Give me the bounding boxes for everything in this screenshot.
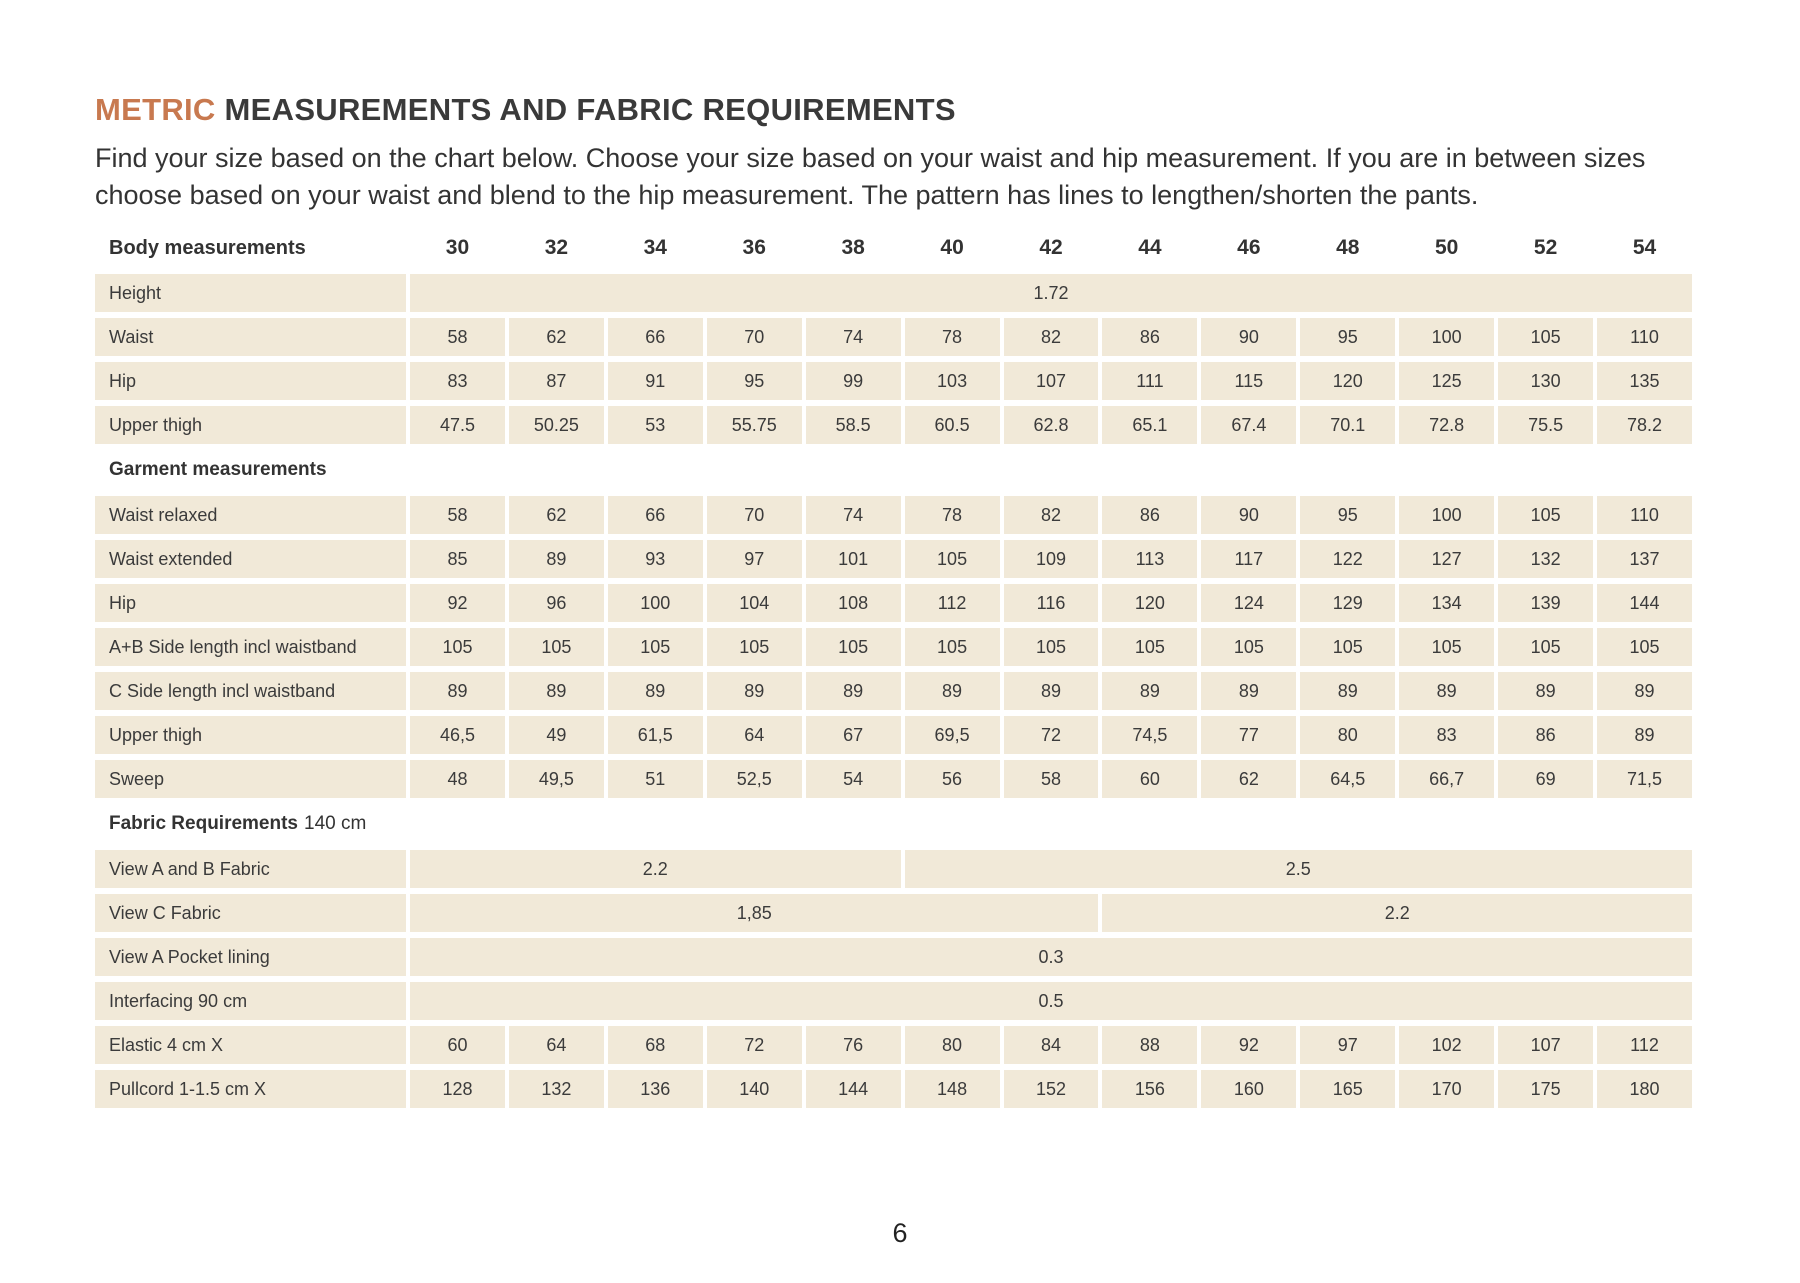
table-cell: 105 [1498,318,1593,356]
table-cell-merged: 2.2 [410,850,901,888]
table-cell: 75.5 [1498,406,1593,444]
table-cell: 116 [1004,584,1099,622]
table-cell: 72 [707,1026,802,1064]
table-cell: 84 [1004,1026,1099,1064]
table-cell: 65.1 [1102,406,1197,444]
row-label: Interfacing 90 cm [95,982,406,1020]
table-cell: 66,7 [1399,760,1494,798]
table-cell: 101 [806,540,901,578]
table-cell: 69,5 [905,716,1000,754]
table-cell: 51 [608,760,703,798]
table-cell: 139 [1498,584,1593,622]
table-cell: 99 [806,362,901,400]
table-row [95,716,1692,754]
table-row [95,672,1692,710]
table-cell: 46,5 [410,716,505,754]
table-cell: 112 [905,584,1000,622]
table-cell: 95 [1300,318,1395,356]
table-cell: 175 [1498,1070,1593,1108]
table-cell: 109 [1004,540,1099,578]
row-label: Pullcord 1-1.5 cm X [95,1070,406,1108]
size-column-header: 36 [742,236,766,259]
table-row [95,406,1692,444]
size-column-header: 46 [1237,236,1261,259]
table-cell: 50.25 [509,406,604,444]
table-cell: 47.5 [410,406,505,444]
table-cell: 89 [1201,672,1296,710]
table-cell: 62 [1201,760,1296,798]
table-row [95,894,1692,932]
table-cell: 60.5 [905,406,1000,444]
table-cell: 89 [1597,716,1692,754]
table-cell: 97 [707,540,802,578]
table-row [95,982,1692,1020]
table-cell: 89 [410,672,505,710]
table-cell: 96 [509,584,604,622]
table-cell: 110 [1597,496,1692,534]
title-accent: METRIC [95,92,216,127]
table-cell: 105 [1004,628,1099,666]
table-cell: 89 [1102,672,1197,710]
table-cell: 120 [1102,584,1197,622]
table-cell: 128 [410,1070,505,1108]
table-cell: 90 [1201,318,1296,356]
table-row [95,1026,1692,1064]
size-column-header: 32 [544,236,569,259]
table-cell: 70 [707,496,802,534]
table-cell: 78 [905,496,1000,534]
row-label: Hip [95,362,406,400]
table-cell: 72 [1004,716,1099,754]
table-cell: 60 [1102,760,1197,798]
table-row [95,760,1692,798]
table-cell: 152 [1004,1070,1099,1108]
size-column-header: 30 [445,236,470,259]
page-number: 6 [892,1218,908,1248]
table-cell: 120 [1300,362,1395,400]
table-cell: 170 [1399,1070,1494,1108]
table-cell: 89 [1399,672,1494,710]
table-cell: 105 [905,540,1000,578]
size-column-header: 50 [1435,236,1459,259]
table-cell: 112 [1597,1026,1692,1064]
table-cell: 69 [1498,760,1593,798]
table-cell: 113 [1102,540,1197,578]
table-cell: 78.2 [1597,406,1692,444]
table-cell: 97 [1300,1026,1395,1064]
table-cell: 83 [1399,716,1494,754]
row-label: A+B Side length incl waistband [95,628,406,666]
table-cell: 82 [1004,318,1099,356]
table-cell: 89 [707,672,802,710]
table-cell: 85 [410,540,505,578]
table-cell: 105 [1102,628,1197,666]
table-cell: 64 [509,1026,604,1064]
title-rest: MEASUREMENTS AND FABRIC REQUIREMENTS [215,92,956,127]
section-heading-label: Fabric Requirements [109,813,298,834]
page-content [95,92,1695,1114]
row-label: Waist [95,318,406,356]
table-row [95,584,1692,622]
table-cell: 105 [509,628,604,666]
table-cell: 66 [608,496,703,534]
table-cell: 52,5 [707,760,802,798]
table-cell: 95 [707,362,802,400]
table-cell: 70.1 [1300,406,1395,444]
intro-paragraph: Find your size based on the chart below. Choose your size based on your waist and hip measurement. If you are in between sizes choose based on your waist and blend to the hip measurement. The pattern has lines to lengthen/shorten the pants. [95,143,1646,210]
table-cell: 105 [1498,496,1593,534]
table-cell: 90 [1201,496,1296,534]
row-label: View A and B Fabric [95,850,406,888]
table-cell: 105 [1201,628,1296,666]
table-cell: 93 [608,540,703,578]
table-cell: 105 [410,628,505,666]
table-cell: 49 [509,716,604,754]
table-cell: 58 [1004,760,1099,798]
table-cell: 136 [608,1070,703,1108]
table-cell-merged: 0.5 [410,982,1692,1020]
table-cell: 111 [1102,362,1197,400]
table-cell: 89 [509,540,604,578]
table-cell: 91 [608,362,703,400]
table-cell: 160 [1201,1070,1296,1108]
section-heading [95,804,1692,844]
table-cell: 89 [1300,672,1395,710]
table-cell: 72.8 [1399,406,1494,444]
table-cell-merged: 1.72 [410,274,1692,312]
table-row [95,850,1692,888]
table-cell: 92 [410,584,505,622]
size-column-header: 44 [1138,236,1162,259]
row-label: Upper thigh [95,716,406,754]
table-cell-merged: 2.5 [905,850,1692,888]
table-cell: 86 [1102,318,1197,356]
table-row [95,362,1692,400]
table-cell: 58 [410,496,505,534]
row-label: Waist relaxed [95,496,406,534]
table-row [95,496,1692,534]
table-cell: 87 [509,362,604,400]
table-cell: 62 [509,318,604,356]
table-cell: 125 [1399,362,1494,400]
table-cell: 74 [806,496,901,534]
table-cell: 83 [410,362,505,400]
table-cell: 122 [1300,540,1395,578]
size-column-header: 48 [1336,236,1360,259]
section-heading [95,450,1692,490]
table-row [95,938,1692,976]
table-cell: 80 [905,1026,1000,1064]
table-cell: 100 [608,584,703,622]
table-cell: 58.5 [806,406,901,444]
table-header-row [95,232,1692,264]
table-cell: 58 [410,318,505,356]
table-cell: 137 [1597,540,1692,578]
table-cell: 89 [1597,672,1692,710]
table-cell: 61,5 [608,716,703,754]
table-cell: 88 [1102,1026,1197,1064]
table-cell: 48 [410,760,505,798]
table-cell: 53 [608,406,703,444]
table-cell: 132 [509,1070,604,1108]
table-cell: 66 [608,318,703,356]
size-column-header: 42 [1039,236,1063,259]
row-label: Height [95,274,406,312]
table-cell: 130 [1498,362,1593,400]
table-cell: 74 [806,318,901,356]
table-cell-merged: 2.2 [1102,894,1692,932]
table-cell: 76 [806,1026,901,1064]
table-cell: 74,5 [1102,716,1197,754]
table-cell: 117 [1201,540,1296,578]
table-row [95,540,1692,578]
table-cell: 89 [608,672,703,710]
table-cell: 62 [509,496,604,534]
table-cell: 165 [1300,1070,1395,1108]
table-cell: 105 [1597,628,1692,666]
size-column-header: 38 [841,236,865,259]
table-cell: 86 [1102,496,1197,534]
size-column-header: 52 [1533,236,1558,259]
table-cell: 110 [1597,318,1692,356]
table-cell-merged: 0.3 [410,938,1692,976]
table-cell: 105 [1399,628,1494,666]
section-heading-suffix: 140 cm [304,813,367,834]
table-cell: 49,5 [509,760,604,798]
table-cell: 92 [1201,1026,1296,1064]
table-cell: 105 [1498,628,1593,666]
row-label: Hip [95,584,406,622]
table-cell: 144 [1597,584,1692,622]
table-cell: 100 [1399,318,1494,356]
table-cell: 60 [410,1026,505,1064]
table-header-label: Body measurements [109,236,306,259]
table-cell: 89 [509,672,604,710]
table-cell: 105 [1300,628,1395,666]
table-cell: 78 [905,318,1000,356]
table-cell: 67 [806,716,901,754]
row-label: Elastic 4 cm X [95,1026,406,1064]
table-cell: 140 [707,1070,802,1108]
table-cell: 89 [1004,672,1099,710]
table-cell: 89 [1498,672,1593,710]
table-cell: 107 [1004,362,1099,400]
table-cell: 108 [806,584,901,622]
table-cell: 104 [707,584,802,622]
size-column-header: 34 [643,236,667,259]
table-cell: 105 [806,628,901,666]
table-cell: 135 [1597,362,1692,400]
section-heading-label: Garment measurements [109,459,327,480]
row-label: Waist extended [95,540,406,578]
size-column-header: 54 [1632,236,1657,259]
table-cell: 105 [905,628,1000,666]
table-cell: 134 [1399,584,1494,622]
table-cell: 68 [608,1026,703,1064]
size-column-header: 40 [940,236,964,259]
table-cell: 115 [1201,362,1296,400]
table-cell: 56 [905,760,1000,798]
table-cell: 180 [1597,1070,1692,1108]
table-cell: 82 [1004,496,1099,534]
table-cell: 64 [707,716,802,754]
table-cell: 54 [806,760,901,798]
row-label: View C Fabric [95,894,406,932]
table-cell: 127 [1399,540,1494,578]
table-row [95,318,1692,356]
table-cell: 100 [1399,496,1494,534]
table-cell: 107 [1498,1026,1593,1064]
table-cell: 103 [905,362,1000,400]
table-cell: 86 [1498,716,1593,754]
table-cell: 80 [1300,716,1395,754]
table-cell: 148 [905,1070,1000,1108]
table-cell: 62.8 [1004,406,1099,444]
table-cell: 95 [1300,496,1395,534]
row-label: Sweep [95,760,406,798]
table-cell: 132 [1498,540,1593,578]
row-label: Upper thigh [95,406,406,444]
size-table [95,232,1692,1108]
table-cell: 105 [608,628,703,666]
table-cell: 105 [707,628,802,666]
table-cell-merged: 1,85 [410,894,1098,932]
table-cell: 89 [905,672,1000,710]
row-label: C Side length incl waistband [95,672,406,710]
table-cell: 70 [707,318,802,356]
table-cell: 129 [1300,584,1395,622]
row-label: View A Pocket lining [95,938,406,976]
table-row [95,628,1692,666]
page-title [95,92,1695,128]
table-cell: 64,5 [1300,760,1395,798]
table-row [95,1070,1692,1108]
table-cell: 71,5 [1597,760,1692,798]
table-cell: 124 [1201,584,1296,622]
table-row [95,274,1692,312]
table-cell: 144 [806,1070,901,1108]
table-cell: 77 [1201,716,1296,754]
table-cell: 55.75 [707,406,802,444]
table-cell: 156 [1102,1070,1197,1108]
table-cell: 67.4 [1201,406,1296,444]
table-cell: 89 [806,672,901,710]
table-cell: 102 [1399,1026,1494,1064]
